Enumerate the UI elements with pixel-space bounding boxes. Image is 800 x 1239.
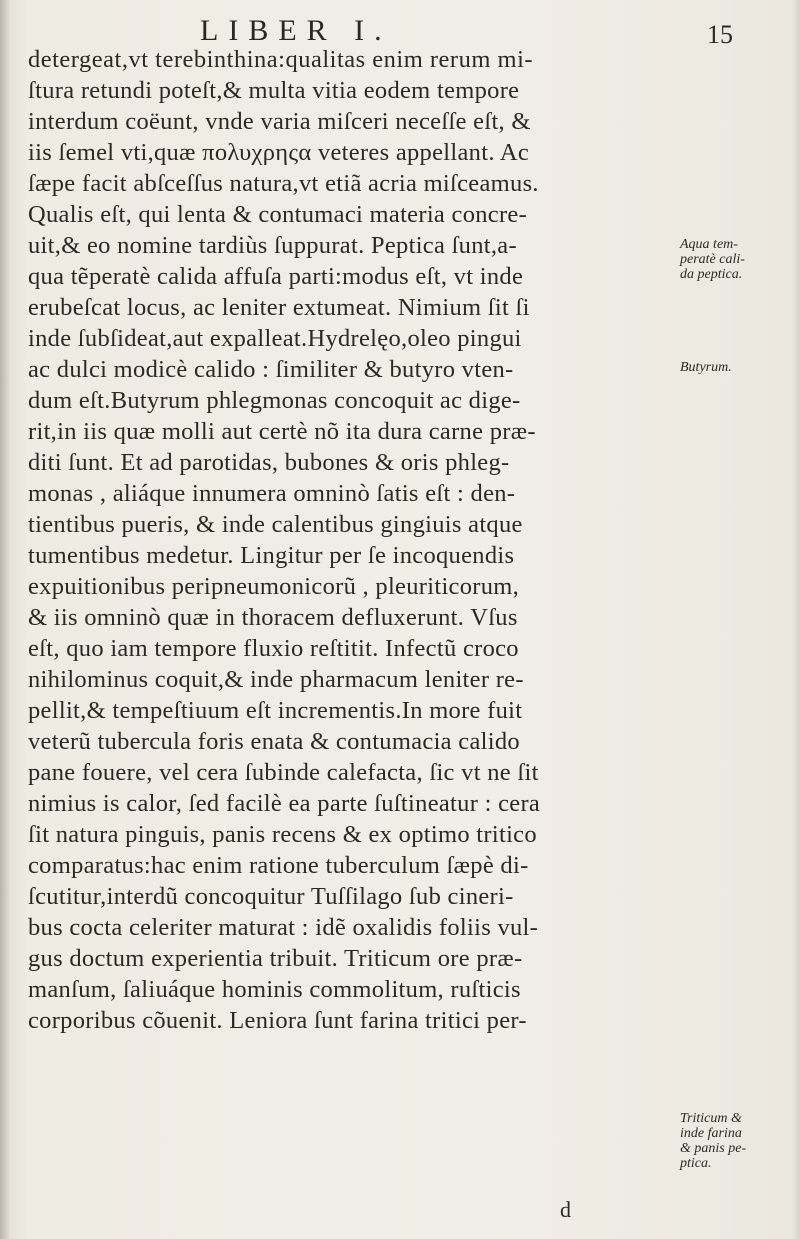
- text-line: veterũ tubercula foris enata & contumacia calido: [28, 728, 520, 755]
- text-line: ſæpe facit abſceſſus natura,vt etiã acria miſceamus.: [28, 170, 539, 197]
- text-line: diti ſunt. Et ad parotidas, bubones & oris phleg-: [28, 449, 510, 476]
- marginal-note-line: ptica.: [680, 1156, 712, 1171]
- text-line: nimius is calor, ſed facilè ea parte ſuſtineatur : cera: [28, 790, 541, 817]
- marginal-note-line: peratè cali-: [680, 252, 745, 267]
- text-line: bus cocta celeriter maturat : idẽ oxalidis foliis vul-: [28, 914, 539, 941]
- body-text: [28, 44, 668, 1036]
- page-number: 15: [707, 20, 733, 49]
- text-line: nihilominus coquit,& inde pharmacum leniter re-: [28, 666, 524, 693]
- binding-edge: [0, 0, 10, 1239]
- text-line: detergeat,vt terebinthina:qualitas enim rerum mi-: [28, 46, 534, 73]
- text-line: pellit,& tempeſtiuum eſt incrementis.In more fuit: [28, 697, 523, 724]
- marginal-note-line: Butyrum.: [680, 360, 732, 375]
- text-line: ſit natura pinguis, panis recens & ex optimo tritico: [28, 821, 537, 848]
- text-line: dum eſt.Butyrum phlegmonas concoquit ac dige-: [28, 387, 521, 414]
- text-line: tientibus pueris, & inde calentibus gingiuis atque: [28, 511, 523, 538]
- marginal-note-line: da peptica.: [680, 267, 743, 282]
- text-line: qua tẽperatè calida affuſa parti:modus eſt, vt inde: [28, 263, 524, 290]
- text-line: tumentibus medetur. Lingitur per ſe incoquendis: [28, 542, 515, 569]
- text-line: expuitionibus peripneumonicorũ , pleuriticorum,: [28, 573, 520, 600]
- text-line: corporibus cõuenit. Leniora ſunt farina tritici per-: [28, 1007, 527, 1034]
- text-line: erubeſcat locus, ac leniter extumeat. Nimium ſit ſi: [28, 294, 530, 321]
- text-line: pane fouere, vel cera ſubinde calefacta, ſic vt ne ſit: [28, 759, 539, 786]
- marginal-note-butyrum: [680, 360, 732, 375]
- text-line: gus doctum experientia tribuit. Triticum ore præ-: [28, 945, 523, 972]
- marginal-note-line: & panis pe-: [680, 1141, 747, 1156]
- text-line: comparatus:hac enim ratione tuberculum ſæpè di-: [28, 852, 529, 879]
- marginal-note-line: Triticum &: [680, 1111, 742, 1126]
- text-line: ac dulci modicè calido : ſimiliter & butyro vten-: [28, 356, 514, 383]
- text-line: Qualis eſt, qui lenta & contumaci materia concre-: [28, 201, 528, 228]
- text-line: eſt, quo iam tempore fluxio reſtitit. Infectũ croco: [28, 635, 519, 662]
- marginal-note-line: inde farina: [680, 1126, 742, 1141]
- running-head: [0, 12, 800, 48]
- marginal-note-aqua: [680, 237, 745, 282]
- marginal-note-triticum: [680, 1111, 746, 1171]
- text-line: & iis omninò quæ in thoracem defluxerunt. Vſus: [28, 604, 518, 631]
- text-line: interdum coëunt, vnde varia miſceri neceſſe eſt, &: [28, 108, 531, 135]
- text-line: ſtura retundi poteſt,& multa vitia eodem tempore: [28, 77, 520, 104]
- running-head-title: LIBER I.: [200, 14, 392, 47]
- text-line: rit,in iis quæ molli aut certè nõ ita dura carne præ-: [28, 418, 536, 445]
- text-line: iis ſemel vti,quæ πολυχρηςα veteres appellant. Ac: [28, 139, 529, 166]
- text-line: inde ſubſideat,aut expalleat.Hydrelęo,oleo pingui: [28, 325, 522, 352]
- page-edge: [792, 0, 800, 1239]
- marginal-note-line: Aqua tem-: [680, 237, 738, 252]
- text-line: uit,& eo nomine tardiùs ſuppurat. Peptica ſunt,a-: [28, 232, 517, 259]
- catchword: d: [560, 1197, 571, 1222]
- text-line: manſum, ſaliuáque hominis commolitum, ruſticis: [28, 976, 521, 1003]
- text-line: monas , aliáque innumera omninò ſatis eſt : den-: [28, 480, 516, 507]
- text-line: ſcutitur,interdũ concoquitur Tuſſilago ſub cineri-: [28, 883, 514, 910]
